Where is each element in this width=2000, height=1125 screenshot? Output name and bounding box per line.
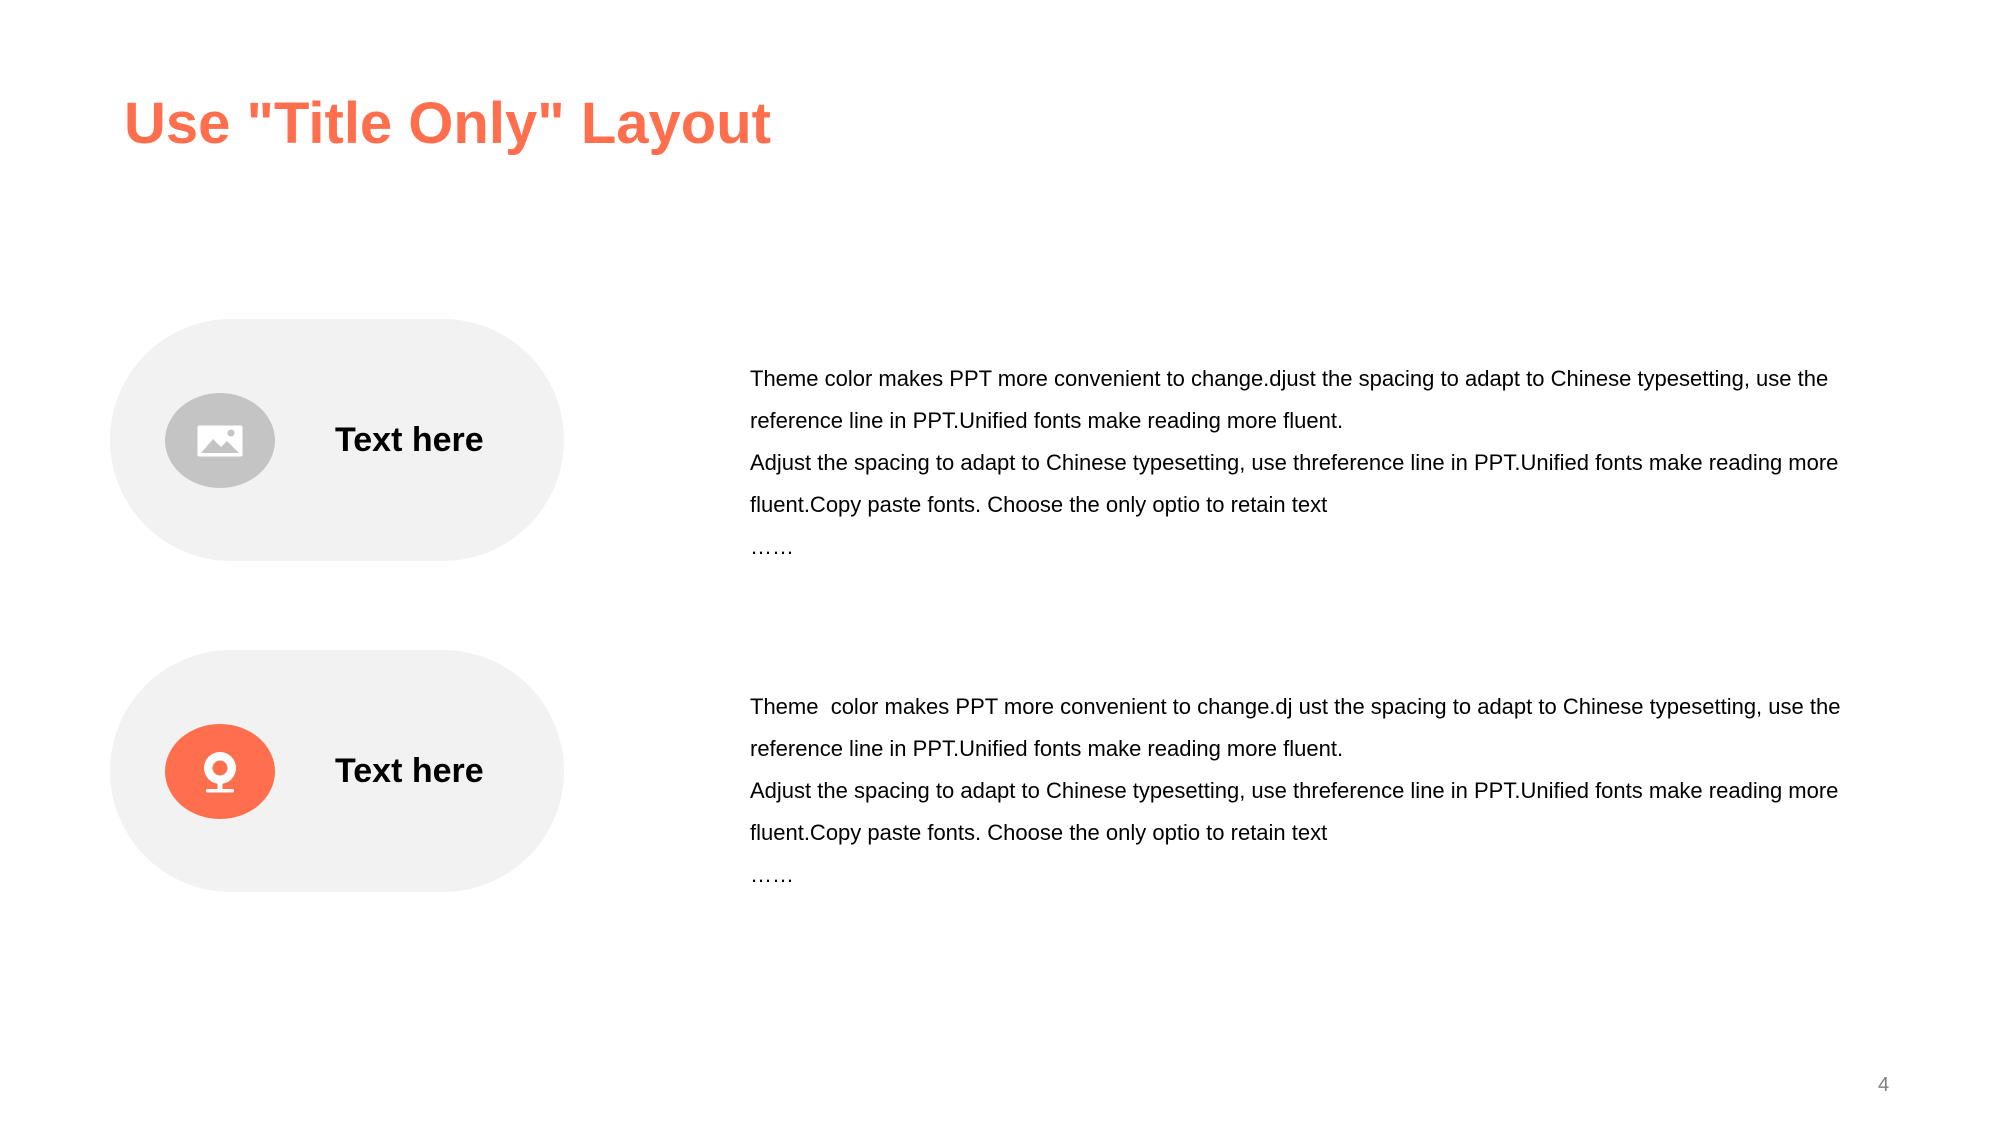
item-description-1 xyxy=(750,358,1900,568)
description-ellipsis: …… xyxy=(750,862,794,887)
webcam-icon xyxy=(165,724,275,819)
item-card-1 xyxy=(110,319,564,561)
description-paragraph: Adjust the spacing to adapt to Chinese typesetting, use threference line in PPT.Unified fonts make reading more fluent.Copy paste fonts. Choose the only optio to retain text xyxy=(750,778,1845,845)
description-paragraph: Theme color makes PPT more convenient to change.djust the spacing to adapt to Chinese typesetting, use the reference line in PPT.Unified fonts make reading more fluent. xyxy=(750,366,1835,433)
description-paragraph: Adjust the spacing to adapt to Chinese typesetting, use threference line in PPT.Unified fonts make reading more fluent.Copy paste fonts. Choose the only optio to retain text xyxy=(750,450,1845,517)
slide-title: Use "Title Only" Layout xyxy=(124,91,771,156)
item-description-2 xyxy=(750,686,1900,896)
item-label: Text here xyxy=(335,420,484,459)
description-ellipsis: …… xyxy=(750,534,794,559)
item-card-2 xyxy=(110,650,564,892)
page-number: 4 xyxy=(1878,1074,1890,1096)
item-label: Text here xyxy=(335,751,484,790)
image-icon xyxy=(165,393,275,488)
description-paragraph: Theme color makes PPT more convenient to change.dj ust the spacing to adapt to Chinese typesetting, use the reference line in PPT.Unified fonts make reading more fluent. xyxy=(750,694,1847,761)
